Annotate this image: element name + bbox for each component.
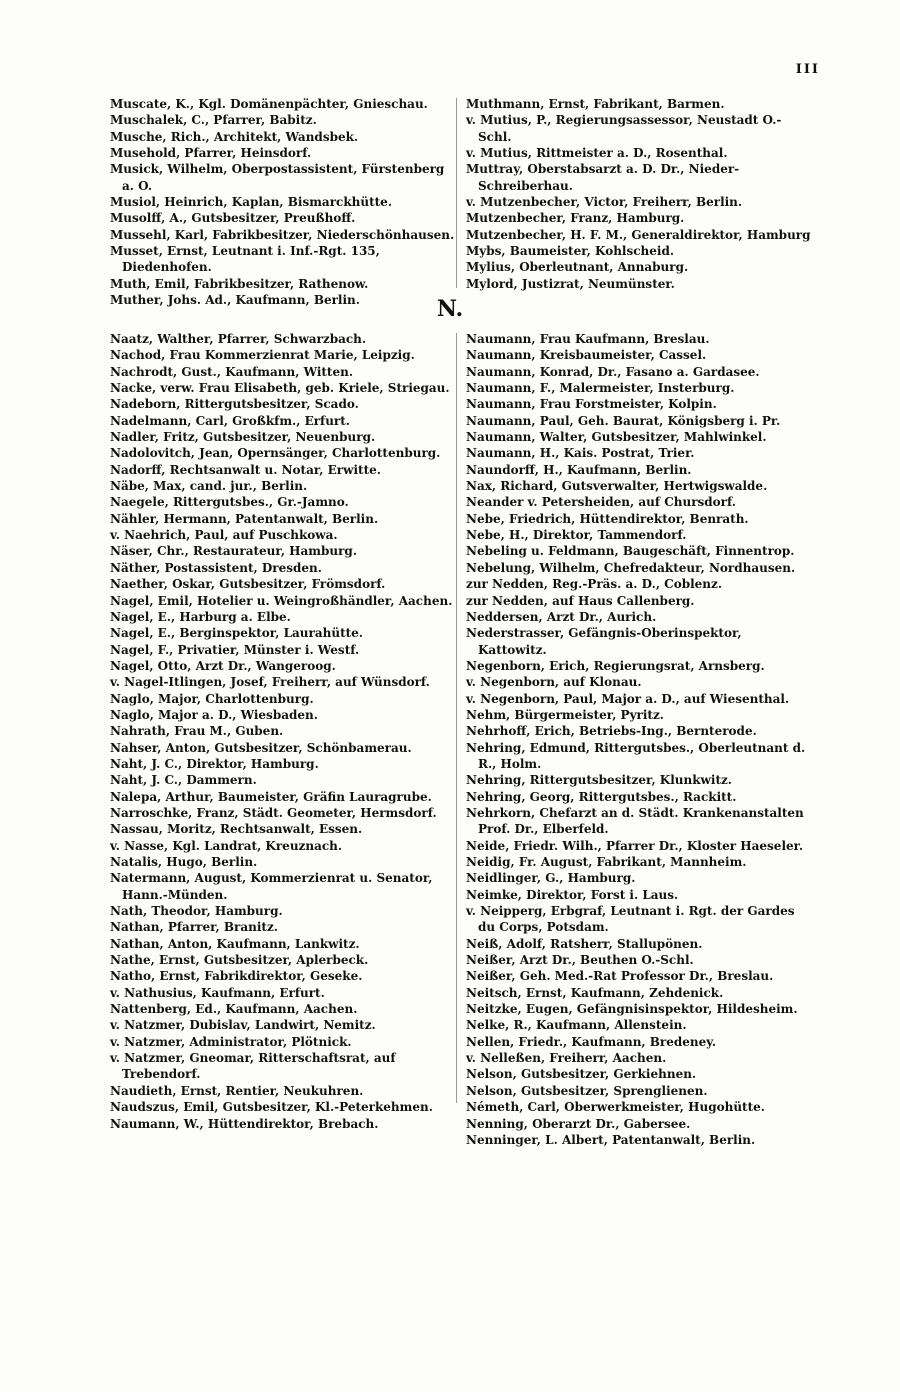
directory-entry: Neidig, Fr. August, Fabrikant, Mannheim.: [466, 855, 747, 869]
directory-entry: v. Mutzenbecher, Victor, Freiherr, Berlin.: [466, 195, 743, 210]
directory-entry: Nath, Theodor, Hamburg.: [110, 904, 283, 919]
directory-entry: Muthmann, Ernst, Fabrikant, Barmen.: [466, 97, 725, 111]
directory-entry: Näser, Chr., Restaurateur, Hamburg.: [110, 544, 357, 559]
directory-entry: Näbe, Max, cand. jur., Berlin.: [110, 479, 308, 494]
directory-entry: Nadorff, Rechtsanwalt u. Notar, Erwitte.: [110, 462, 381, 477]
column-divider-top: [456, 98, 457, 288]
directory-entry: Musche, Rich., Architekt, Wandsbek.: [110, 129, 359, 144]
directory-entry: Nebelung, Wilhelm, Chefredakteur, Nordhausen.: [466, 560, 796, 575]
directory-entry: Naumann, F., Malermeister, Insterburg.: [466, 381, 735, 396]
directory-entry: Naumann, Walter, Gutsbesitzer, Mahlwinkel.: [466, 430, 767, 445]
directory-entry: Mutzenbecher, Franz, Hamburg.: [466, 211, 685, 226]
directory-entry: Naundorff, H., Kaufmann, Berlin.: [466, 462, 692, 477]
directory-entry: Nehm, Bürgermeister, Pyritz.: [466, 707, 664, 722]
directory-entry: v. Mutius, P., Regierungsassessor, Neustadt O.-Schl.: [466, 113, 782, 144]
bottom-right-column: [466, 331, 811, 1148]
directory-entry: v. Neipperg, Erbgraf, Leutnant i. Rgt. der Gardes du Corps, Potsdam.: [466, 904, 795, 935]
directory-entry: Naatz, Walther, Pfarrer, Schwarzbach.: [110, 332, 367, 346]
directory-entry: Nattenberg, Ed., Kaufmann, Aachen.: [110, 1002, 358, 1017]
column-divider-bottom: [456, 333, 457, 1103]
directory-entry: Musset, Ernst, Leutnant i. Inf.-Rgt. 135, Diedenhofen.: [110, 244, 380, 275]
directory-entry: Nelson, Gutsbesitzer, Sprenglienen.: [466, 1083, 708, 1098]
directory-entry: Nebe, H., Direktor, Tammendorf.: [466, 528, 687, 543]
directory-entry: Nehrhoff, Erich, Betriebs-Ing., Bernterode.: [466, 724, 757, 739]
directory-entry: Nebeling u. Feldmann, Baugeschäft, Finnentrop.: [466, 544, 795, 559]
directory-entry: Mybs, Baumeister, Kohlscheid.: [466, 244, 675, 259]
directory-entry: Nagel, Otto, Arzt Dr., Wangeroog.: [110, 658, 336, 673]
directory-entry: Naudieth, Ernst, Rentier, Neukuhren.: [110, 1083, 364, 1098]
directory-entry: Naumann, Frau Forstmeister, Kolpin.: [466, 397, 717, 412]
directory-entry: Nelson, Gutsbesitzer, Gerkiehnen.: [466, 1067, 697, 1082]
directory-entry: Naether, Oskar, Gutsbesitzer, Frömsdorf.: [110, 577, 386, 592]
directory-entry: Muschalek, C., Pfarrer, Babitz.: [110, 113, 317, 128]
directory-entry: Neiß, Adolf, Ratsherr, Stallupönen.: [466, 936, 703, 951]
directory-entry: Näther, Postassistent, Dresden.: [110, 560, 322, 575]
directory-entry: Neitsch, Ernst, Kaufmann, Zehdenick.: [466, 985, 724, 1000]
directory-entry: Nederstrasser, Gefängnis-Oberinspektor, Kattowitz.: [466, 626, 742, 657]
directory-entry: Nahser, Anton, Gutsbesitzer, Schönbamerau.: [110, 740, 412, 755]
directory-entry: Naumann, Konrad, Dr., Fasano a. Gardasee.: [466, 364, 760, 379]
directory-entry: Nachod, Frau Kommerzienrat Marie, Leipzig.: [110, 348, 415, 363]
directory-entry: v. Nasse, Kgl. Landrat, Kreuznach.: [110, 838, 343, 853]
directory-entry: Neißer, Geh. Med.-Rat Professor Dr., Breslau.: [466, 969, 774, 984]
directory-entry: Nähler, Hermann, Patentanwalt, Berlin.: [110, 511, 379, 526]
directory-entry: v. Nagel-Itlingen, Josef, Freiherr, auf Wünsdorf.: [110, 675, 430, 690]
directory-entry: Naegele, Rittergutsbes., Gr.-Jamno.: [110, 495, 349, 510]
directory-entry: v. Mutius, Rittmeister a. D., Rosenthal.: [466, 146, 728, 161]
directory-entry: Naudszus, Emil, Gutsbesitzer, Kl.-Peterkehmen.: [110, 1100, 433, 1115]
directory-entry: Negenborn, Erich, Regierungsrat, Arnsberg.: [466, 658, 765, 673]
directory-entry: Musiol, Heinrich, Kaplan, Bismarckhütte.: [110, 195, 392, 210]
directory-entry: Naumann, Kreisbaumeister, Cassel.: [466, 348, 707, 363]
directory-entry: v. Natzmer, Gneomar, Ritterschaftsrat, auf Trebendorf.: [110, 1051, 396, 1082]
directory-entry: Németh, Carl, Oberwerkmeister, Hugohütte.: [466, 1100, 765, 1115]
directory-entry: v. Nelleßen, Freiherr, Aachen.: [466, 1051, 667, 1066]
directory-entry: Neidlinger, G., Hamburg.: [466, 871, 636, 886]
directory-entry: Muscate, K., Kgl. Domänenpächter, Gnieschau.: [110, 97, 428, 111]
directory-entry: Nahrath, Frau M., Guben.: [110, 724, 284, 739]
directory-entry: Mylord, Justizrat, Neumünster.: [466, 276, 675, 291]
directory-entry: Naumann, Frau Kaufmann, Breslau.: [466, 332, 710, 346]
directory-entry: Nachrodt, Gust., Kaufmann, Witten.: [110, 364, 354, 379]
directory-entry: Nellen, Friedr., Kaufmann, Bredeney.: [466, 1034, 717, 1049]
directory-entry: Naumann, Paul, Geh. Baurat, Königsberg i. Pr.: [466, 413, 781, 428]
directory-entry: v. Nathusius, Kaufmann, Erfurt.: [110, 985, 325, 1000]
directory-entry: Nadelmann, Carl, Großkfm., Erfurt.: [110, 413, 350, 428]
directory-entry: Muttray, Oberstabsarzt a. D. Dr., Nieder-Schreiberhau.: [466, 162, 740, 193]
directory-entry: Naht, J. C., Dammern.: [110, 773, 257, 788]
directory-entry: Nehring, Edmund, Rittergutsbes., Oberleutnant d. R., Holm.: [466, 740, 806, 771]
directory-entry: Naglo, Major a. D., Wiesbaden.: [110, 707, 318, 722]
directory-entry: Natermann, August, Kommerzienrat u. Senator, Hann.-Münden.: [110, 871, 433, 902]
directory-entry: Nadler, Fritz, Gutsbesitzer, Neuenburg.: [110, 430, 376, 445]
directory-entry: Nathan, Pfarrer, Branitz.: [110, 920, 278, 935]
directory-entry: Nelke, R., Kaufmann, Allenstein.: [466, 1018, 687, 1033]
directory-entry: Naumann, H., Kais. Postrat, Trier.: [466, 446, 695, 461]
directory-entry: Mussehl, Karl, Fabrikbesitzer, Niederschönhausen.: [110, 227, 455, 242]
top-right-column: [466, 96, 811, 292]
directory-entry: Nathan, Anton, Kaufmann, Lankwitz.: [110, 936, 360, 951]
directory-entry: Neander v. Petersheiden, auf Chursdorf.: [466, 495, 736, 510]
directory-entry: Musick, Wilhelm, Oberpostassistent, Fürstenberg a. O.: [110, 162, 445, 193]
directory-entry: Nagel, Emil, Hotelier u. Weingroßhändler, Aachen.: [110, 593, 453, 608]
directory-entry: zur Nedden, Reg.-Präs. a. D., Coblenz.: [466, 577, 723, 592]
directory-entry: Musolff, A., Gutsbesitzer, Preußhoff.: [110, 211, 356, 226]
directory-entry: Mutzenbecher, H. F. M., Generaldirektor, Hamburg: [466, 227, 811, 242]
directory-entry: Natalis, Hugo, Berlin.: [110, 855, 258, 869]
directory-entry: Naglo, Major, Charlottenburg.: [110, 691, 314, 706]
directory-entry: Nacke, verw. Frau Elisabeth, geb. Kriele, Striegau.: [110, 381, 450, 396]
directory-entry: v. Natzmer, Administrator, Plötnick.: [110, 1034, 352, 1049]
directory-entry: zur Nedden, auf Haus Callenberg.: [466, 593, 695, 608]
directory-entry: Nagel, E., Harburg a. Elbe.: [110, 609, 291, 624]
directory-entry: Nadolovitch, Jean, Opernsänger, Charlottenburg.: [110, 446, 441, 461]
directory-entry: Nehring, Rittergutsbesitzer, Klunkwitz.: [466, 773, 732, 788]
directory-entry: Nenning, Oberarzt Dr., Gabersee.: [466, 1116, 691, 1131]
directory-entry: Naht, J. C., Direktor, Hamburg.: [110, 756, 319, 771]
directory-entry: Nax, Richard, Gutsverwalter, Hertwigswalde.: [466, 479, 768, 494]
directory-entry: Naumann, W., Hüttendirektor, Brebach.: [110, 1116, 379, 1131]
section-heading: N.: [436, 296, 464, 322]
directory-entry: Narroschke, Franz, Städt. Geometer, Hermsdorf.: [110, 805, 437, 820]
directory-entry: Musehold, Pfarrer, Heinsdorf.: [110, 146, 312, 161]
directory-entry: Nagel, E., Berginspektor, Laurahütte.: [110, 626, 363, 641]
directory-entry: Muth, Emil, Fabrikbesitzer, Rathenow.: [110, 276, 369, 291]
directory-entry: Nalepa, Arthur, Baumeister, Gräfin Lauragrube.: [110, 789, 432, 804]
directory-entry: Nathe, Ernst, Gutsbesitzer, Aplerbeck.: [110, 953, 369, 968]
directory-entry: Nassau, Moritz, Rechtsanwalt, Essen.: [110, 822, 363, 837]
directory-entry: Neißer, Arzt Dr., Beuthen O.-Schl.: [466, 953, 694, 968]
directory-entry: Neitzke, Eugen, Gefängnisinspektor, Hildesheim.: [466, 1002, 798, 1017]
directory-entry: Neide, Friedr. Wilh., Pfarrer Dr., Kloster Haeseler.: [466, 838, 804, 853]
directory-entry: Nagel, F., Privatier, Münster i. Westf.: [110, 642, 360, 657]
top-left-column: [110, 96, 455, 308]
directory-entry: Neimke, Direktor, Forst i. Laus.: [466, 887, 679, 902]
directory-entry: Nadeborn, Rittergutsbesitzer, Scado.: [110, 397, 359, 412]
directory-entry: Nenninger, L. Albert, Patentanwalt, Berlin.: [466, 1132, 756, 1147]
directory-entry: Mylius, Oberleutnant, Annaburg.: [466, 260, 689, 275]
directory-entry: v. Negenborn, auf Klonau.: [466, 675, 642, 690]
directory-entry: Nebe, Friedrich, Hüttendirektor, Benrath.: [466, 511, 749, 526]
directory-entry: Neddersen, Arzt Dr., Aurich.: [466, 609, 657, 624]
directory-entry: Nehrkorn, Chefarzt an d. Städt. Krankenanstalten Prof. Dr., Elberfeld.: [466, 805, 804, 837]
page-number: III: [795, 62, 820, 77]
directory-entry: Nehring, Georg, Rittergutsbes., Rackitt.: [466, 789, 737, 804]
directory-entry: Natho, Ernst, Fabrikdirektor, Geseke.: [110, 969, 363, 984]
directory-entry: v. Natzmer, Dubislav, Landwirt, Nemitz.: [110, 1018, 376, 1033]
directory-entry: v. Negenborn, Paul, Major a. D., auf Wiesenthal.: [466, 691, 790, 706]
directory-entry: v. Naehrich, Paul, auf Puschkowa.: [110, 528, 338, 543]
directory-entry: Muther, Johs. Ad., Kaufmann, Berlin.: [110, 293, 360, 308]
bottom-left-column: [110, 331, 455, 1132]
